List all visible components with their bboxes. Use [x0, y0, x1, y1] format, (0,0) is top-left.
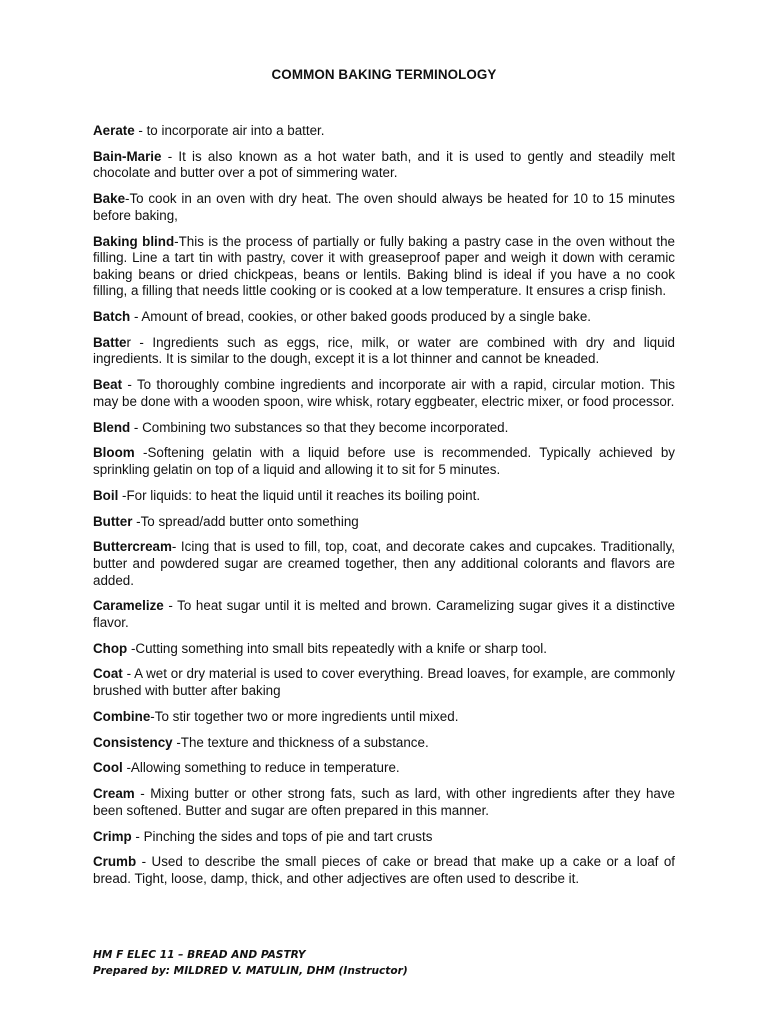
term-definition: -The texture and thickness of a substance.	[172, 734, 429, 750]
term-entry	[93, 829, 675, 846]
term-definition: -Cutting something into small bits repeatedly with a knife or sharp tool.	[127, 640, 547, 656]
term-name: Chop	[93, 640, 128, 656]
term-definition: -To spread/add butter onto something	[132, 513, 359, 529]
term-name: Cool	[93, 760, 123, 776]
term-definition: -This is the process of partially or fully baking a pastry case in the oven without the filling. Line a tart tin with pastry, cover it with greaseproof paper and weigh it down with ceramic baking beans or dried chickpeas, beans or lentils. Baking blind is ideal if you have a no cook filling, a filling that needs little cooking or is cooked at a low temperature. It ensures a crisp finish.	[93, 233, 675, 299]
term-name: Buttercream	[93, 539, 172, 555]
term-name: Blend	[93, 419, 131, 435]
term-entry	[93, 377, 675, 410]
term-entry	[93, 854, 675, 887]
term-entry	[93, 445, 675, 478]
term-entry	[93, 123, 675, 140]
term-entry	[93, 149, 675, 182]
term-definition: -For liquids: to heat the liquid until it reaches its boiling point.	[118, 487, 481, 503]
term-entry	[93, 760, 675, 777]
term-name: Caramelize	[93, 598, 164, 614]
term-definition: - Icing that is used to fill, top, coat, and decorate cakes and cupcakes. Traditionally, butter and powdered sugar are creamed together, then any additional colorants and flavors are added.	[93, 539, 675, 588]
page-footer	[93, 948, 408, 979]
term-definition: -Softening gelatin with a liquid before use is recommended. Typically achieved by sprinkling gelatin on top of a liquid and allowing it to sit for 5 minutes.	[93, 445, 675, 477]
term-entry	[93, 309, 675, 326]
term-definition: - To thoroughly combine ingredients and incorporate air with a rapid, circular motion. This may be done with a wooden spoon, wire whisk, rotary eggbeater, electric mixer, or food processor.	[93, 377, 675, 409]
term-entry	[93, 735, 675, 752]
term-entry	[93, 191, 675, 224]
page-title: COMMON BAKING TERMINOLOGY	[271, 67, 497, 82]
term-definition: - Amount of bread, cookies, or other baked goods produced by a single bake.	[130, 309, 591, 325]
term-name: Crimp	[93, 828, 132, 844]
footer-prepared-by: Prepared by: MILDRED V. MATULIN, DHM (Instructor)	[93, 964, 408, 977]
term-name: Bain-Marie	[93, 148, 162, 164]
footer-course: HM F ELEC 11 – BREAD AND PASTRY	[93, 949, 306, 961]
term-name: Bake	[93, 191, 126, 207]
term-name: Cream	[93, 786, 135, 802]
term-name: Consistency	[93, 734, 173, 750]
term-definition: - To heat sugar until it is melted and brown. Caramelizing sugar gives it a distinctive flavor.	[93, 598, 675, 630]
term-entry	[93, 234, 675, 300]
term-definition: - Used to describe the small pieces of cake or bread that make up a cake or a loaf of bread. Tight, loose, damp, thick, and other adjectives are often used to describe it.	[93, 854, 675, 886]
term-entry	[93, 420, 675, 437]
term-name: Aerate	[93, 123, 135, 138]
term-entry	[93, 598, 675, 631]
term-entry	[93, 709, 675, 726]
term-name: Batch	[93, 309, 131, 325]
term-name: Batte	[93, 334, 127, 350]
term-definition: r - Ingredients such as eggs, rice, milk, or water are combined with dry and liquid ingredients. It is similar to the dough, except it is a lot thinner and cannot be kneaded.	[93, 334, 675, 367]
term-definition: - to incorporate air into a batter.	[134, 123, 325, 138]
terms-list	[93, 123, 675, 897]
term-definition: -Allowing something to reduce in temperature.	[122, 760, 400, 776]
term-name: Combine	[93, 708, 151, 724]
term-name: Beat	[93, 377, 123, 393]
term-name: Boil	[93, 487, 119, 503]
term-entry	[93, 786, 675, 819]
term-entry	[93, 641, 675, 658]
term-definition: - A wet or dry material is used to cover everything. Bread loaves, for example, are commonly brushed with butter after baking	[93, 666, 675, 699]
term-entry	[93, 488, 675, 505]
term-definition: -To stir together two or more ingredients until mixed.	[150, 708, 459, 724]
term-entry	[93, 335, 675, 368]
term-definition: - Mixing butter or other strong fats, such as lard, with other ingredients after they have been softened. Butter and sugar are often prepared in this manner.	[93, 786, 675, 818]
term-definition: -To cook in an oven with dry heat. The oven should always be heated for 10 to 15 minutes before baking,	[93, 191, 675, 223]
term-entry	[93, 539, 675, 589]
term-name: Crumb	[93, 854, 137, 870]
term-definition: - Combining two substances so that they become incorporated.	[130, 419, 509, 435]
term-name: Baking blind	[93, 233, 175, 249]
term-name: Bloom	[93, 445, 135, 461]
term-definition: - Pinching the sides and tops of pie and tart crusts	[131, 828, 433, 844]
term-name: Butter	[93, 513, 133, 529]
term-definition: - It is also known as a hot water bath, and it is used to gently and steadily melt chocolate and butter over a pot of simmering water.	[93, 148, 675, 181]
term-entry	[93, 514, 675, 531]
term-name: Coat	[93, 666, 123, 682]
term-entry	[93, 666, 675, 699]
